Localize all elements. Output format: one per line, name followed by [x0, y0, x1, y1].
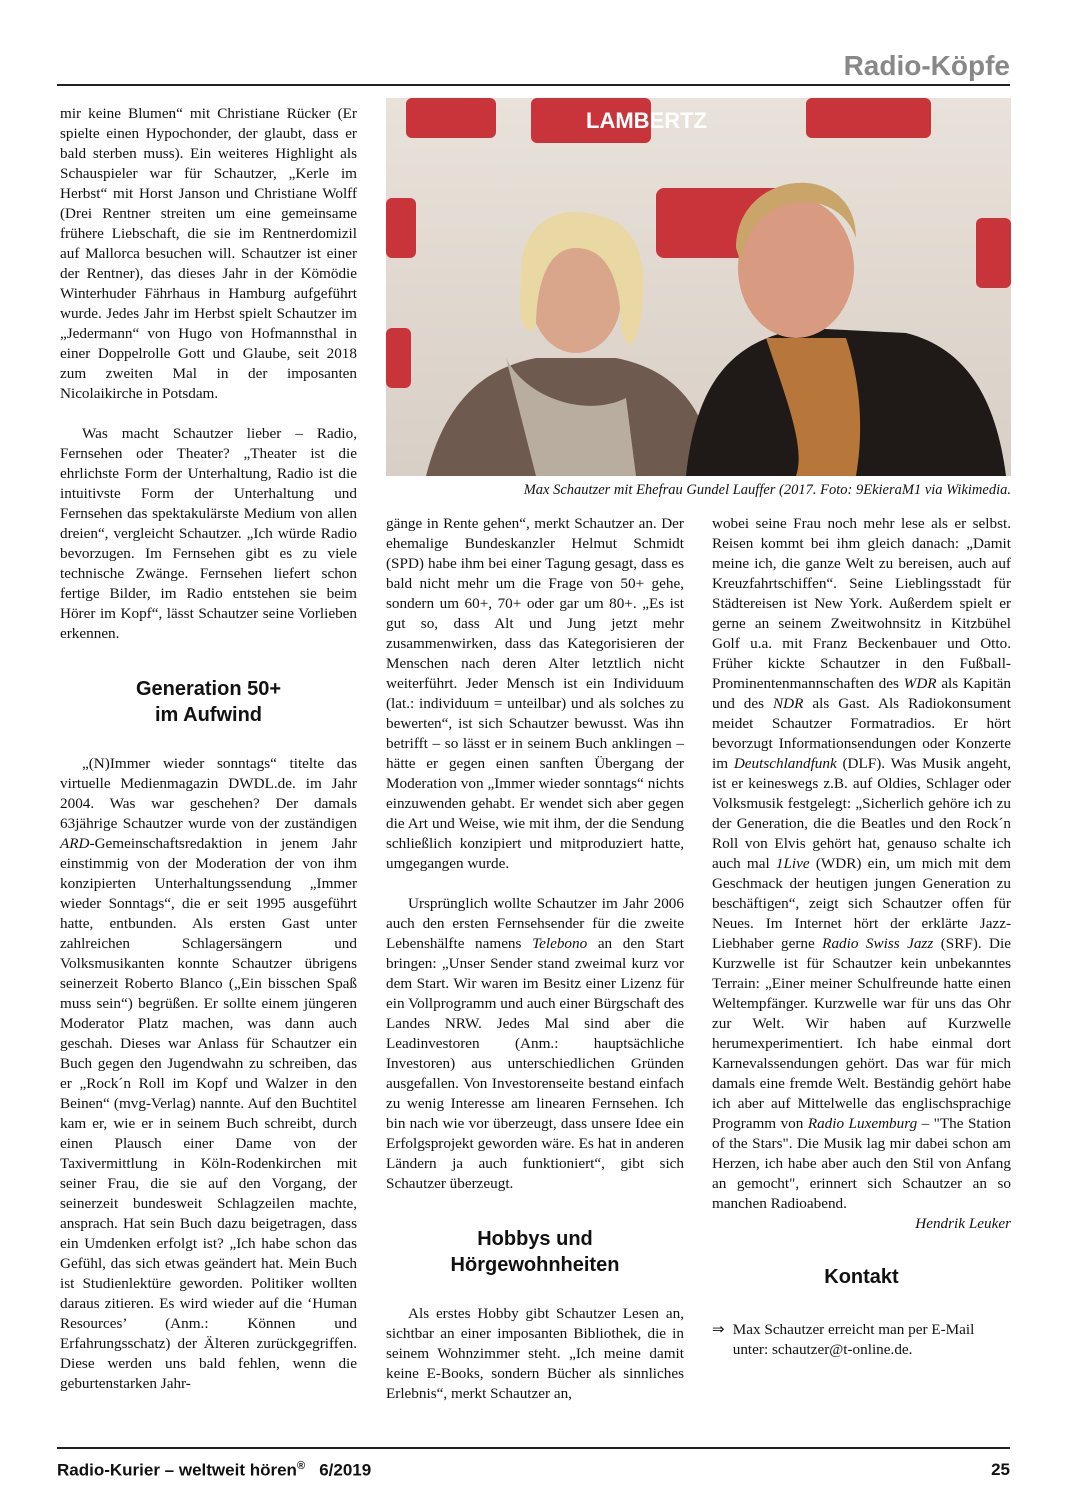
- registered-mark: ®: [296, 1460, 306, 1472]
- top-rule: [57, 84, 1010, 86]
- col1-paragraph-1: mir keine Blumen“ mit Christiane Rücker (Er spielte einen Hypochonder, der glaubt, dass er bald sterben muss). Ein weiteres Highlight als Schauspieler war für Schautzer, „Kerle im Herbst“ mit Horst Janson und Christiane Wolff (Drei Rentner streiten um eine gemeinsame frühere Liebschaft, die sie im Rentnerdomizil auf Mallorca besuchen will. Schautzer ist einer der Rentner), das dieses Jahr in der Kömödie Winterhuder Fährhaus in Hamburg aufgeführt wurde. Jedes Jahr im Herbst spielt Schautzer im „Jedermann“ von Hugo von Hofmannsthal in einer Doppelrolle Gott und Glaube, seit 2018 zum zweiten Mal in der imposanten Nicolaikirche in Potsdam.: [60, 105, 357, 402]
- column-1: [60, 104, 357, 1394]
- col3-text-e: (WDR) ein, um mich mit dem Geschmack der heutigen jungen Generation zu beschäftigen“, zeigt sich Schautzer offen für Neues. Im Internet hört der erklärte Jazz-Liebhaber gerne: [712, 855, 1011, 952]
- col3-swiss-jazz: Radio Swiss Jazz: [822, 935, 934, 952]
- heading-hobbys-line2: Hörgewohnheiten: [450, 1254, 620, 1276]
- col3-text-g: – "The Station of the Stars". Die Musik lag mir dabei schon am Herzen, ich habe aber auch den Stil von Anfang an gemocht", erinnert sich Schautzer an so manchen Radioabend.: [712, 1115, 1011, 1212]
- col3-paragraph-1: [712, 514, 1011, 1214]
- heading-generation-line1: Generation 50+: [135, 678, 282, 700]
- col3-wdr: WDR: [903, 675, 937, 692]
- col2-p2-telebono: Telebono: [532, 935, 588, 952]
- col3-text-b: als Kapitän und des: [712, 675, 1011, 712]
- col1-p3-text-b: -Gemeinschaftsredaktion in jenem Jahr einstimmig von der Moderation der von ihm konzipierten Unterhaltungssendung „Immer wieder Sonntags“, die er seit 1995 ausgeführt hatte, entbunden. Als ersten Gast unter zahlreichen Schlagersängern und Volksmusikanten konnte Schautzer übrigens seinerzeit Roberto Blanco („Ein bisschen Spaß muss sein“) begrüßen. Er sollte einem jüngeren Moderator Platz machen, was dann auch geschah. Dieses war Anlass für Schautzer ein Buch gegen den Jugendwahn zu schreiben, das er „Rock´n Roll im Kopf und Walzer in den Beinen“ (mvg-Verlag) nannte. Auf den Buchtitel kam er, wie er in seinem Buch schreibt, durch einen Plausch einer Dame von der Taxivermittlung in Köln-Rodenkirchen mit seiner Frau, die sie auf den Vorgang, der seinerzeit bundesweit Schlagzeilen machte, ansprach. Hat sein Buch dazu beigetragen, dass ein Umdenken erfolgt ist? „Ich habe schon das Gefühl, das sich etwas geändert hat. Mein Buch ist Studienlektüre geworden. Politiker wollten daraus zitieren. Es wird wieder auf die ‘Human Resources’ (Anm.: Können und Erfahrungsschatz) der Älteren zurückgegriffen. Diese werden uns bald fehlen, wenn die geburtenstarken Jahr-: [60, 835, 357, 1392]
- col2-paragraph-2: [386, 894, 684, 1194]
- col3-ndr: NDR: [773, 695, 804, 712]
- section-title: Radio-Köpfe: [843, 50, 1010, 81]
- col3-text-f: (SRF). Die Kurzwelle ist für Schautzer kein unbekanntes Terrain: „Einer meiner Schulfreunde hatte einen Weltempfänger. Kurzwelle war für uns das Ohr zur Welt. Wir haben auf Kurzwelle herumexperimentiert. Ich habe einmal dort Karnevalssendungen gehört. Das war für mich damals eine fremde Welt. Beständig gehört habe ich aber auf Mittelwelle das englischsprachige Programm von: [712, 935, 1011, 1132]
- heading-hobbys: [386, 1226, 684, 1278]
- col3-text-c: als Gast. Als Radiokonsument meidet Schautzer Formatradios. Er hört bevorzugt Informationsendungen oder Konzerte im: [712, 695, 1011, 772]
- photo-illustration: [386, 98, 1011, 476]
- col3-dlf: Deutschlandfunk: [733, 755, 837, 772]
- col2-paragraph-1: gänge in Rente gehen“, merkt Schautzer an. Der ehemalige Bundeskanzler Helmut Schmidt (SPD) habe ihm bei einer Tagung gesagt, dass es bald nicht mehr um die Frage von 50+ gehe, sondern um 60+, 70+ oder gar um 80+. „Es ist gut so, dass Alt und Jung jetzt mehr zusammenwirken, dass das Kategorisieren der Menschen nach deren Alter letztlich nicht weiterführt. Jeder Mensch ist ein Individuum (lat.: individuum = unteilbar) und als solches zu bewerten“, ist sich Schautzer bewusst. Was ihn betrifft – so lässt er in seinem Buch anklingen – hätte er gegen einen sanften Übergang der Moderation von „Immer wieder sonntags“ nichts einzuwenden gehabt. Er wendet sich aber gegen die Art und Weise, wie mit ihm, der die Sendung schließlich konzipiert und mitproduziert hatte, umgegangen wurde.: [386, 515, 684, 872]
- col2-paragraph-3: Als erstes Hobby gibt Schautzer Lesen an, sichtbar an einer imposanten Bibliothek, die in seinem Wohnzimmer steht. „Ich meine damit keine E-Books, sondern Bücher als sinnliches Erlebnis“, merkt Schautzer an,: [386, 1305, 684, 1402]
- col3-text-d: (DLF). Was Musik angeht, ist er keineswegs z.B. auf Oldies, Schlager oder Volksmusik festgelegt: „Sicherlich gehöre ich zu der Generation, die die Beatles und den Rock´n Roll von Elvis gehört hat, genauso schalte ich auch mal: [712, 755, 1011, 872]
- col1-paragraph-2: Was macht Schautzer lieber – Radio, Fernsehen oder Theater? „Theater ist die ehrlichste Form der Unterhaltung, Radio ist die intuitivste Form der Unterhaltung und Fernsehen das spektakulärste Medium von allen dreien“, vergleicht Schautzer. „Ich würde Radio bevorzugen. Im Fernsehen gibt es zu viele technische Zwänge. Fernsehen liefert schon fertige Bilder, im Radio entstehen sie beim Hörer im Kopf“, lässt Schautzer seine Vorlieben erkennen.: [60, 425, 357, 642]
- col1-p3-ard: ARD: [60, 835, 90, 852]
- column-2: [386, 514, 684, 1404]
- col2-p2-text-a: Ursprünglich wollte Schautzer im Jahr 2006 auch den ersten Fernsehsender für die zweite Lebenshälfte namens: [386, 895, 684, 952]
- col3-1live: 1Live: [775, 855, 810, 872]
- bottom-rule: [57, 1447, 1010, 1449]
- col1-p3-text-a: „(N)Immer wieder sonntags“ titelte das virtuelle Medienmagazin DWDL.de. im Jahr 2004. Was war geschehen? Der damals 63jährige Schautzer wurde von der zuständigen: [60, 755, 357, 832]
- col2-p2-text-b: an den Start bringen: „Unser Sender stand zweimal kurz vor dem Start. Wir waren im Besitz einer Lizenz für ein Vollprogramm und auch einer Bürgschaft des Landes NRW. Jedes Mal sind aber die Leadinvestoren (Anm.: hauptsächliche Investoren) aus unterschiedlichen Gründen ausgefallen. Von Investorenseite bestand einfach zu wenig Interesse am linearen Fernsehen. Ich bin nach wie vor überzeugt, dass unsere Idee ein Erfolgsprojekt geworden wäre. Es hat in anderen Ländern ja auch funktioniert“, gibt sich Schautzer überzeugt.: [386, 935, 684, 1192]
- heading-hobbys-line1: Hobbys und: [477, 1228, 593, 1250]
- photo-caption: Max Schautzer mit Ehefrau Gundel Lauffer (2017. Foto: 9EkieraM1 via Wikimedia.: [523, 482, 1011, 498]
- contact-info: [712, 1320, 1011, 1360]
- heading-generation: [60, 676, 357, 728]
- author-name: Hendrik Leuker: [915, 1215, 1011, 1232]
- article-photo: [386, 98, 1011, 476]
- heading-kontakt: Kontakt: [824, 1266, 899, 1288]
- column-3: [712, 514, 1011, 1360]
- footer-magazine-title: Radio-Kurier – weltweit hören: [57, 1460, 297, 1480]
- arrow-icon: ⇒: [712, 1321, 725, 1338]
- footer-magazine: [57, 1460, 371, 1481]
- col1-paragraph-3: [60, 754, 357, 1394]
- backdrop-text: LAMBERTZ: [586, 108, 707, 133]
- col3-radio-luxemburg: Radio Luxemburg: [807, 1115, 918, 1132]
- contact-text: Max Schautzer erreicht man per E-Mail unter: schautzer@t-online.de.: [732, 1321, 975, 1358]
- footer-issue: 6/2019: [319, 1460, 372, 1480]
- page-number: 25: [991, 1460, 1010, 1479]
- col3-text-a: wobei seine Frau noch mehr lese als er selbst. Reisen kommt bei ihm gleich danach: „Damit meine ich, die ganze Welt zu bereisen, auch auf Kreuzfahrtschiffen“. Seine Lieblingsstadt für Städtereisen ist New York. Außerdem spielt er gerne an seinem Zweitwohnsitz in Kitzbühel Golf u.a. mit Franz Beckenbauer und Otto. Früher kickte Schautzer in den Fußball-Prominentenmannschaften des: [712, 515, 1011, 692]
- heading-generation-line2: im Aufwind: [154, 704, 263, 726]
